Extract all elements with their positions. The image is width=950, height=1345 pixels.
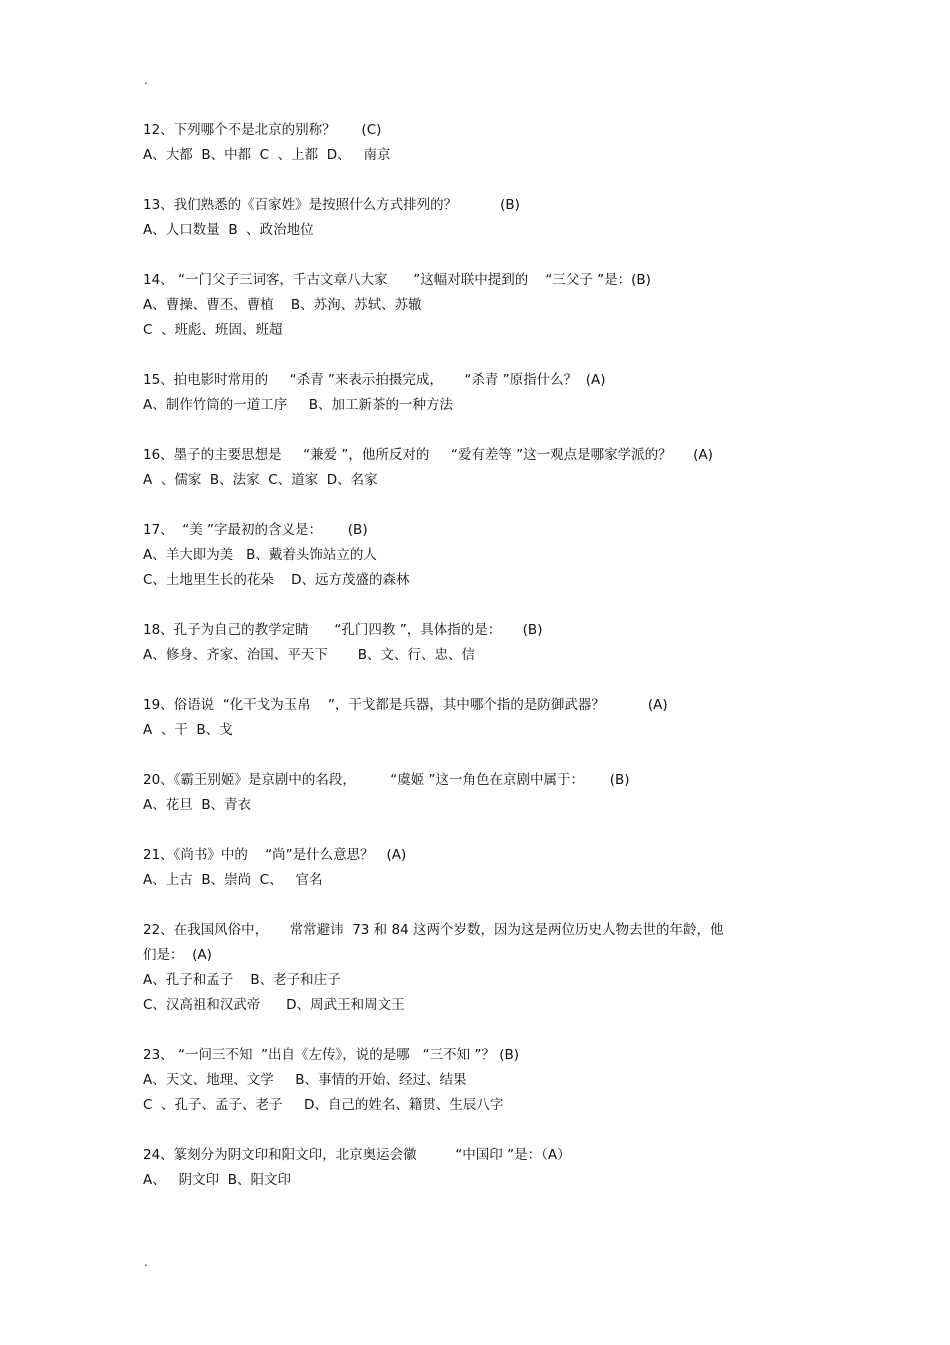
question-text: 19、俗语说 “化干戈为玉帛 ”，干戈都是兵器，其中哪个指的是防御武器？ (A) [143,697,668,713]
question-24 [143,1143,783,1193]
question-text: 22、在我国风俗中， 常常避讳 73 和 84 这两个岁数，因为这是两位历史人物去世的年龄，他 [143,922,724,938]
answer-options: A、羊大即为美 B、戴着头饰站立的人 [143,547,377,563]
question-13 [143,193,783,243]
answer-options: A、制作竹筒的一道工序 B、加工新茶的一种方法 [143,397,453,413]
answer-options: A、大都 B、中都 C 、上都 D、 南京 [143,147,391,163]
question-text: 15、拍电影时常用的 “杀青 ”来表示拍摄完成， “杀青 ”原指什么？ (A) [143,372,606,388]
question-text: 24、篆刻分为阴文印和阳文印，北京奥运会徽 “中国印 ”是：（A） [143,1147,571,1163]
answer-options: A、 阴文印 B、阳文印 [143,1172,291,1188]
page-top-mark: . [144,73,148,87]
question-text: 23、 “一问三不知 ”出自《左传》，说的是哪 “三不知 ”？ (B) [143,1047,520,1063]
answer-options: A 、干 B、戈 [143,722,233,738]
question-17 [143,518,783,593]
answer-options: A、修身、齐家、治国、平天下 B、文、行、忠、信 [143,647,476,663]
page-bottom-mark: . [144,1255,148,1269]
answer-options: A、花旦 B、青衣 [143,797,252,813]
question-text: 21、《尚书》中的 “尚”是什么意思？ (A) [143,847,407,863]
answer-options: C 、班彪、班固、班超 [143,322,283,338]
answer-options: A、上古 B、崇尚 C、 官名 [143,872,323,888]
question-21 [143,843,783,893]
answer-options: A、人口数量 B 、政治地位 [143,222,314,238]
question-19 [143,693,783,743]
question-14 [143,268,783,343]
question-15 [143,368,783,418]
answer-options: C、汉高祖和汉武帝 D、周武王和周文王 [143,997,405,1013]
question-text: 16、墨子的主要思想是 “兼爱 ”，他所反对的 “爱有差等 ”这一观点是哪家学派的？ (A) [143,447,713,463]
answer-options: A、孔子和孟子 B、老子和庄子 [143,972,341,988]
question-text: 12、下列哪个不是北京的别称？ (C) [143,122,382,138]
question-text: 17、 “美 ”字最初的含义是： (B) [143,522,368,538]
question-text: 18、孔子为自己的教学定睛 “孔门四教 ”，具体指的是： (B) [143,622,543,638]
answer-options: A 、儒家 B、法家 C、道家 D、名家 [143,472,378,488]
question-text-continued: 们是： (A) [143,947,212,963]
question-text: 13、我们熟悉的《百家姓》是按照什么方式排列的？ (B) [143,197,520,213]
question-16 [143,443,783,493]
answer-options: A、曹操、曹丕、曹植 B、苏洵、苏轼、苏辙 [143,297,422,313]
answer-options: C 、孔子、孟子、老子 D、自己的姓名、籍贯、生辰八字 [143,1097,504,1113]
question-12 [143,118,783,168]
question-20 [143,768,783,818]
answer-options: A、天文、地理、文学 B、事情的开始、经过、结果 [143,1072,467,1088]
answer-options: C、土地里生长的花朵 D、远方茂盛的森林 [143,572,410,588]
question-text: 20、《霸王别姬》是京剧中的名段， “虞姬 ”这一角色在京剧中属于： (B) [143,772,630,788]
question-text: 14、 “一门父子三词客，千古文章八大家 ”这幅对联中提到的 “三父子 ”是：(B) [143,272,651,288]
question-18 [143,618,783,668]
question-22 [143,918,783,1018]
question-23 [143,1043,783,1118]
quiz-content [143,118,783,1218]
